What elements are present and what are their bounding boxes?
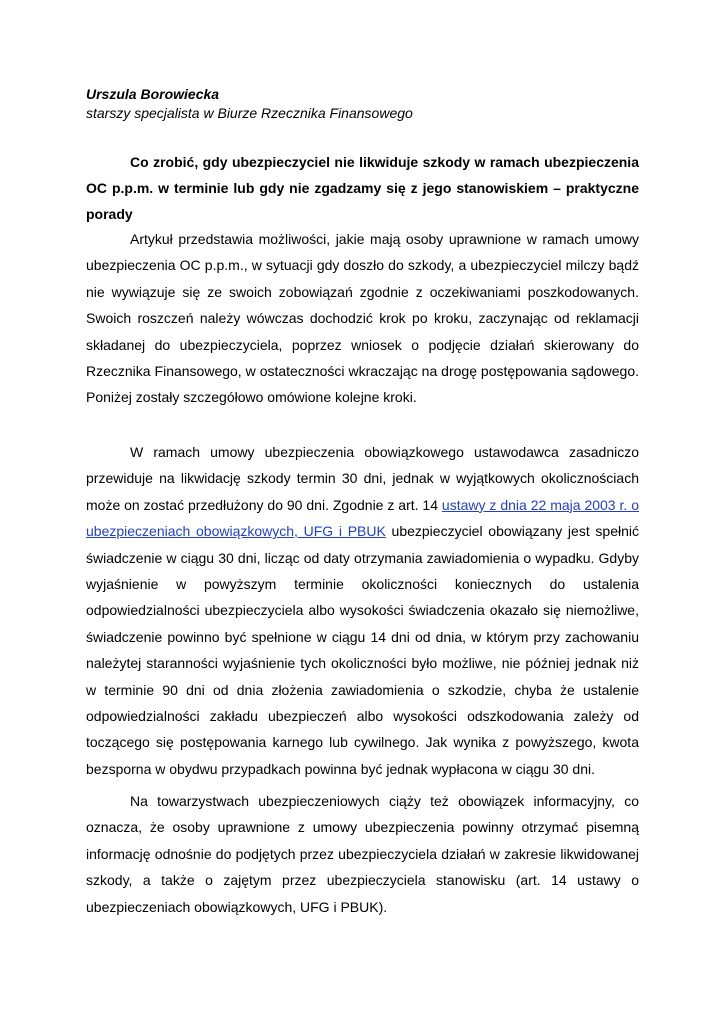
author-role: starszy specjalista w Biurze Rzecznika Finansowego	[86, 105, 413, 121]
article-title: Co zrobić, gdy ubezpieczyciel nie likwiduje szkody w ramach ubezpieczenia OC p.p.m. w terminie lub gdy nie zgadzamy się z jego stanowiskiem – praktyczne porady	[86, 154, 639, 222]
author-name: Urszula Borowiecka	[86, 86, 220, 102]
information-duty-paragraph: Na towarzystwach ubezpieczeniowych ciąży też obowiązek informacyjny, co oznacza, że osoby uprawnione z umowy ubezpieczenia powinny otrzymać pisemną informację odnośnie do podjętych przez ubezpieczyciela działań w zakresie likwidowanej szkody, a także o zajętym przez ubezpieczyciela stanowisku (art. 14 ustawy o ubezpieczeniach obowiązkowych, UFG i PBUK).	[86, 793, 639, 915]
deadline-paragraph-text-end: ubezpieczyciel obowiązany jest spełnić świadczenie w ciągu 30 dni, licząc od daty otrzymania zawiadomienia o wypadku. Gdyby wyjaśnienie w powyższym terminie okoliczności koniecznych do ustalenia odpowiedzialności ubezpieczyciela albo wysokości świadczenia okazało się niemożliwe, świadczenie powinno być spełnione w ciągu 14 dni od dnia, w którym przy zachowaniu należytej staranności wyjaśnienie tych okoliczności było możliwe, nie później jednak niż w terminie 90 dni od dnia złożenia zawiadomienia o szkodzie, chyba że ustalenie odpowiedzialności zakładu ubezpieczeń albo wysokości odszkodowania zależy od toczącego się postępowania karnego lub cywilnego. Jak wynika z powyższego, kwota bezsporna w obydwu przypadkach powinna być jednak wypłacona w ciągu 30 dni.	[86, 523, 639, 777]
deadline-paragraph	[86, 439, 639, 782]
law-link[interactable]: ustawy z dnia 22 maja 2003 r. o ubezpieczeniach obowiązkowych, UFG i PBUK	[86, 496, 639, 540]
deadline-paragraph-text-start: W ramach umowy ubezpieczenia obowiązkowego ustawodawca zasadniczo przewiduje na likwidację szkody termin 30 dni, jednak w wyjątkowych okolicznościach może on zostać przedłużony do 90 dni. Zgodnie z art. 14	[86, 444, 639, 513]
intro-paragraph: Artykuł przedstawia możliwości, jakie mają osoby uprawnione w ramach umowy ubezpieczenia OC p.p.m., w sytuacji gdy doszło do szkody, a ubezpieczyciel milczy bądź nie wywiązuje się ze swoich zobowiązań zgodnie z oczekiwaniami poszkodowanych. Swoich roszczeń należy wówczas dochodzić krok po kroku, zaczynając od reklamacji składanej do ubezpieczyciela, poprzez wniosek o podjęcie działań skierowany do Rzecznika Finansowego, w ostateczności wkraczając na drogę postępowania sądowego. Poniżej zostały szczegółowo omówione kolejne kroki.	[86, 231, 639, 406]
